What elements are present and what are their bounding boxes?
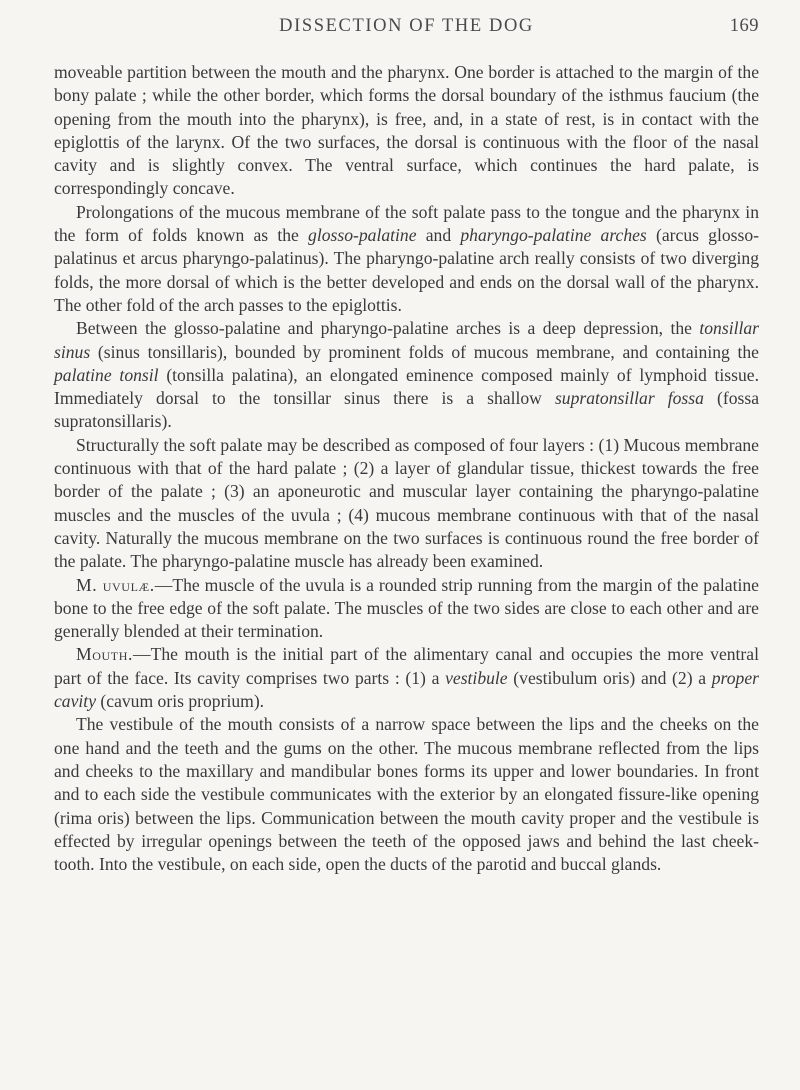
text-run: (vestibulum oris) and (2) a — [507, 667, 712, 688]
section-heading: Mouth. — [76, 644, 133, 665]
text-run: (fossa supratonsillaris). — [54, 388, 759, 432]
paragraph — [54, 317, 759, 433]
page-number: 169 — [729, 16, 759, 36]
text-run: (tonsilla palatina), an elongated eminence composed mainly of lymphoid tissue. Immediately dorsal to the tonsillar sinus there is a shallow — [54, 364, 760, 409]
book-page — [54, 16, 759, 876]
paragraph — [54, 713, 759, 876]
italic-term: supratonsillar fossa — [554, 388, 704, 409]
section-heading: M. uvulæ. — [76, 574, 155, 595]
running-header — [54, 16, 759, 44]
text-run: Prolongations of the mucous membrane of the soft palate pass to the tongue and the pharynx in the form of folds known as the — [54, 201, 759, 246]
running-title: DISSECTION OF THE DOG — [279, 16, 534, 36]
text-run: —The muscle of the uvula is a rounded strip running from the margin of the palatine bone to the free edge of the soft palate. The muscles of the two sides are close to each other and are generally blended at their termination. — [54, 574, 759, 642]
paragraph — [54, 61, 759, 201]
text-run: and — [416, 225, 461, 246]
italic-term: pharyngo-palatine arches — [460, 225, 647, 246]
text-run: (sinus tonsillaris), bounded by prominent folds of mucous membrane, and containing the — [90, 341, 759, 362]
text-run: The vestibule of the mouth consists of a narrow space between the lips and the cheeks on the one hand and the teeth and the gums on the other. The mucous membrane reflected from the lips and cheeks to the maxillary and mandibular bones forms its upper and lower boundaries. In front and to each side the vestibule communicates with the exterior by an elongated fissure-like opening (rima oris) between the lips. Communication between the mouth cavity proper and the vestibule is effected by irregular openings between the teeth of the opposed jaws and behind the last cheek-tooth. Into the vestibule, on each side, open the ducts of the parotid and buccal glands. — [54, 714, 759, 875]
paragraph — [54, 574, 759, 644]
italic-term: vestibule — [445, 667, 508, 688]
text-run: (arcus glosso-palatinus et arcus pharyngo-palatinus). The pharyngo-palatine arch really consists of two diverging folds, the more dorsal of which is the better developed and ends on the dorsal wall of the pharynx. The other fold of the arch passes to the epiglottis. — [54, 225, 760, 315]
italic-term: palatine tonsil — [54, 364, 159, 385]
italic-term: proper cavity — [54, 667, 759, 712]
text-run: Between the glosso-palatine and pharyngo-palatine arches is a deep depression, the — [76, 318, 700, 339]
paragraph — [54, 201, 759, 317]
text-run: moveable partition between the mouth and the pharynx. One border is attached to the margin of the bony palate ; while the other border, which forms the dorsal boundary of the isthmus faucium (the opening from the mouth into the pharynx), is free, and, in a state of rest, is in contact with the epiglottis of the larynx. Of the two surfaces, the dorsal is continuous with the floor of the nasal cavity and is slightly convex. The ventral surface, which continues the hard palate, is correspondingly concave. — [54, 62, 759, 199]
italic-term: glosso-palatine — [308, 225, 417, 246]
paragraph — [54, 434, 759, 574]
text-run: (cavum oris proprium). — [96, 691, 265, 712]
paragraph — [54, 643, 759, 713]
text-run: —The mouth is the initial part of the alimentary canal and occupies the more ventral part of the face. Its cavity comprises two parts : (1) a — [54, 644, 759, 688]
italic-term: tonsillar sinus — [54, 318, 759, 362]
body-text — [54, 61, 759, 876]
text-run: Structurally the soft palate may be described as composed of four layers : (1) Mucous membrane continuous with that of the hard palate ; (2) a layer of glandular tissue, thickest towards the free border of the palate ; (3) an aponeurotic and muscular layer containing the pharyngo-palatine muscles and the muscles of the uvula ; (4) mucous membrane continuous with that of the nasal cavity. Naturally the mucous membrane on the two surfaces is continuous round the free border of the palate. The pharyngo-palatine muscle has already been examined. — [54, 434, 759, 572]
